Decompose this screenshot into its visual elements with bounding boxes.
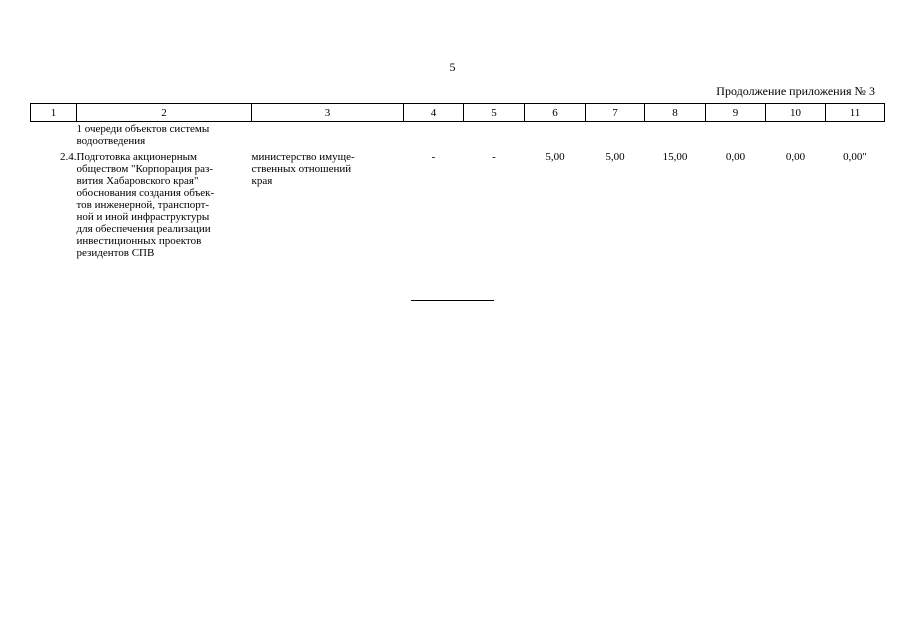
column-header-1: 1 [31, 104, 77, 122]
document-end-rule [411, 300, 494, 301]
executor-line: ственных отношений [251, 163, 352, 175]
table-row [31, 151, 885, 259]
column-header-9: 9 [706, 104, 766, 122]
cell-col-6: 5,00 [545, 151, 565, 163]
description-line: тов инженерной, транспорт- [76, 199, 210, 211]
description-line: обществом "Корпорация раз- [76, 163, 214, 175]
cell-col-9: 0,00 [725, 151, 746, 163]
description-line: 1 очереди объектов системы [76, 123, 210, 135]
appendix-table [30, 103, 885, 259]
description-line: вития Хабаровского края" [76, 175, 199, 187]
cell-col-11: 0,00" [843, 151, 867, 163]
description-line: обоснования создания объек- [76, 187, 215, 199]
continued-description-cell [77, 122, 252, 152]
row-description-cell [77, 151, 252, 259]
cell-col-10: 0,00 [785, 151, 806, 163]
cell-col-4: - [431, 151, 436, 163]
cell-col-5: - [492, 151, 496, 163]
column-header-6: 6 [525, 104, 586, 122]
column-header-4: 4 [404, 104, 464, 122]
column-header-2: 2 [77, 104, 252, 122]
row-number: 2.4. [60, 151, 77, 163]
column-header-11: 11 [826, 104, 885, 122]
description-line: инвестиционных проектов [76, 235, 202, 247]
row-executor-cell [252, 151, 404, 259]
description-line: ной и иной инфраструктуры [76, 211, 210, 223]
column-header-8: 8 [645, 104, 706, 122]
table-row-continuation [31, 122, 885, 152]
executor-line: края [251, 175, 273, 187]
column-header-10: 10 [766, 104, 826, 122]
column-header-3: 3 [252, 104, 404, 122]
column-header-5: 5 [464, 104, 525, 122]
page-number: 5 [449, 60, 456, 74]
description-line: Подготовка акционерным [76, 151, 197, 163]
executor-line: министерство имуще- [251, 151, 355, 163]
cell-col-7: 5,00 [605, 151, 625, 163]
description-line: водоотведения [76, 135, 146, 147]
appendix-continuation-label: Продолжение приложения № 3 [716, 84, 875, 98]
cell-col-8: 15,00 [662, 151, 688, 163]
description-line: для обеспечения реализации [76, 223, 211, 235]
column-number-header-row [31, 104, 885, 122]
column-header-7: 7 [586, 104, 645, 122]
description-line: резидентов СПВ [76, 247, 155, 259]
